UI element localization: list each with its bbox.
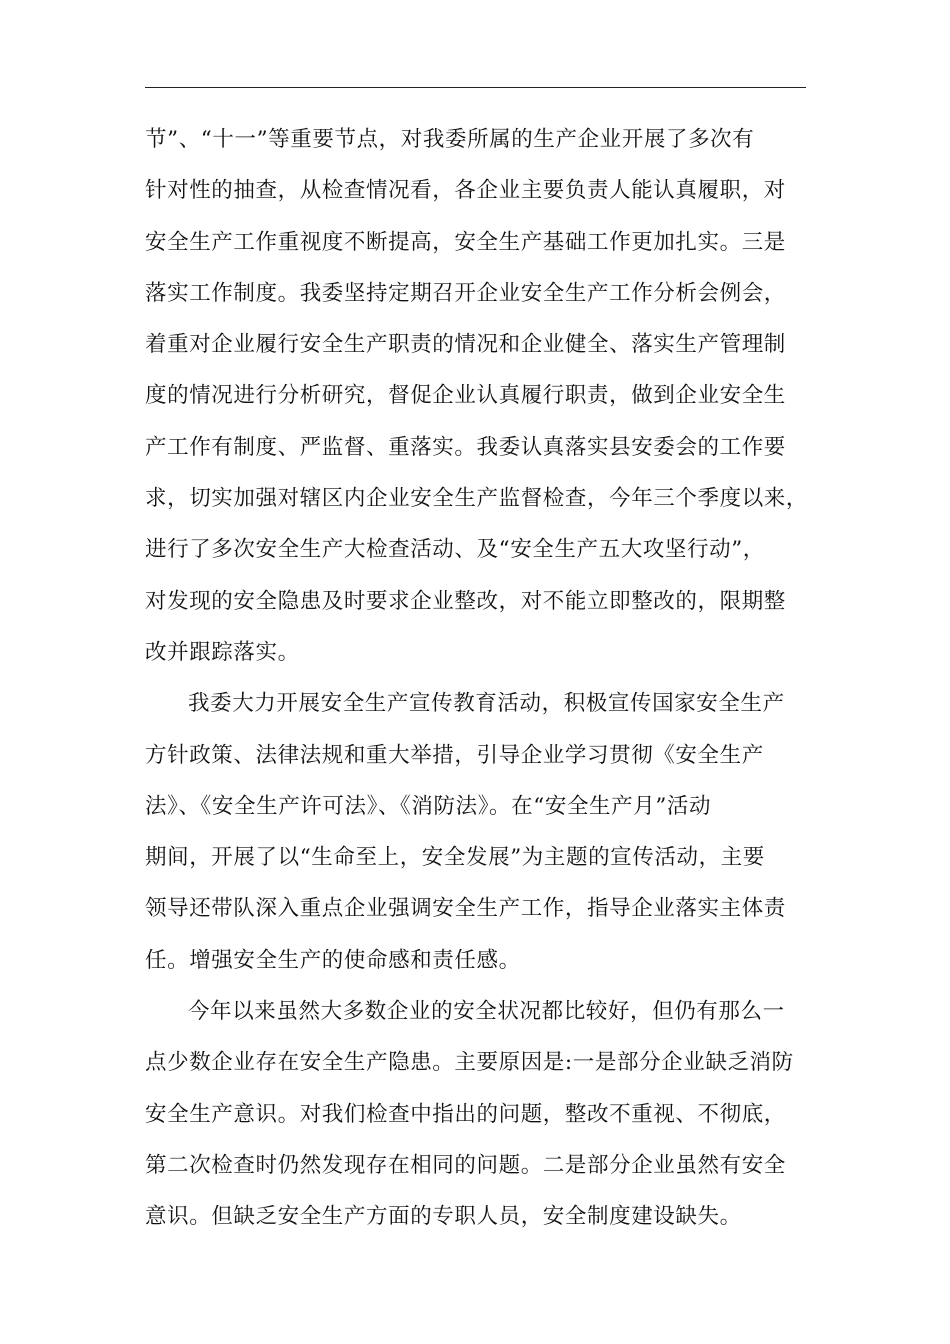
text-line: 产工作有制度、严监督、重落实。我委认真落实县安委会的工作要 [145,434,786,460]
text-line: 着重对企业履行安全生产职责的情况和企业健全、落实生产管理制 [145,332,786,358]
text-line: 期间，开展了以“生命至上，安全发展”为主题的宣传活动，主要 [145,845,765,871]
text-line: 第二次检查时仍然发现存在相同的问题。二是部分企业虽然有安全 [145,1152,786,1178]
text-line: 点少数企业存在安全生产隐患。主要原因是:一是部分企业缺乏消防 [145,1050,794,1076]
text-line: 法》、《安全生产许可法》、《消防法》。在“安全生产月”活动 [145,793,712,819]
text-line: 方针政策、法律法规和重大举措，引导企业学习贯彻《安全生产 [145,742,764,768]
text-line: 意识。但缺乏安全生产方面的专职人员，安全制度建设缺失。 [145,1204,742,1230]
text-line: 针对性的抽查，从检查情况看，各企业主要负责人能认真履职，对 [145,178,786,204]
paragraph-2 [145,678,825,986]
text-line: 进行了多次安全生产大检查活动、及“安全生产五大攻坚行动”， [145,537,765,563]
text-line: 落实工作制度。我委坚持定期召开企业安全生产工作分析会例会， [145,280,786,306]
text-line: 度的情况进行分析研究，督促企业认真履行职责，做到企业安全生 [145,383,786,409]
text-line: 我委大力开展安全生产宣传教育活动，积极宣传国家安全生产 [188,691,785,717]
text-line: 安全生产意识。对我们检查中指出的问题，整改不重视、不彻底， [145,1101,786,1127]
text-line: 改并跟踪落实。 [145,639,300,665]
body-text [145,114,825,1243]
text-line: 求，切实加强对辖区内企业安全生产监督检查，今年三个季度以来， [145,486,809,512]
text-line: 今年以来虽然大多数企业的安全状况都比较好，但仍有那么一 [188,999,785,1025]
paragraph-3 [145,986,825,1242]
text-line: 安全生产工作重视度不断提高，安全生产基础工作更加扎实。三是 [145,229,786,255]
text-line: 任。增强安全生产的使命感和责任感。 [145,947,521,973]
text-line: 领导还带队深入重点企业强调安全生产工作，指导企业落实主体责 [145,896,786,922]
paragraph-1 [145,114,825,678]
header-rule [145,87,806,88]
text-line: 对发现的安全隐患及时要求企业整改，对不能立即整改的，限期整 [145,588,786,614]
text-line: 节”、“十一”等重要节点，对我委所属的生产企业开展了多次有 [145,127,755,152]
